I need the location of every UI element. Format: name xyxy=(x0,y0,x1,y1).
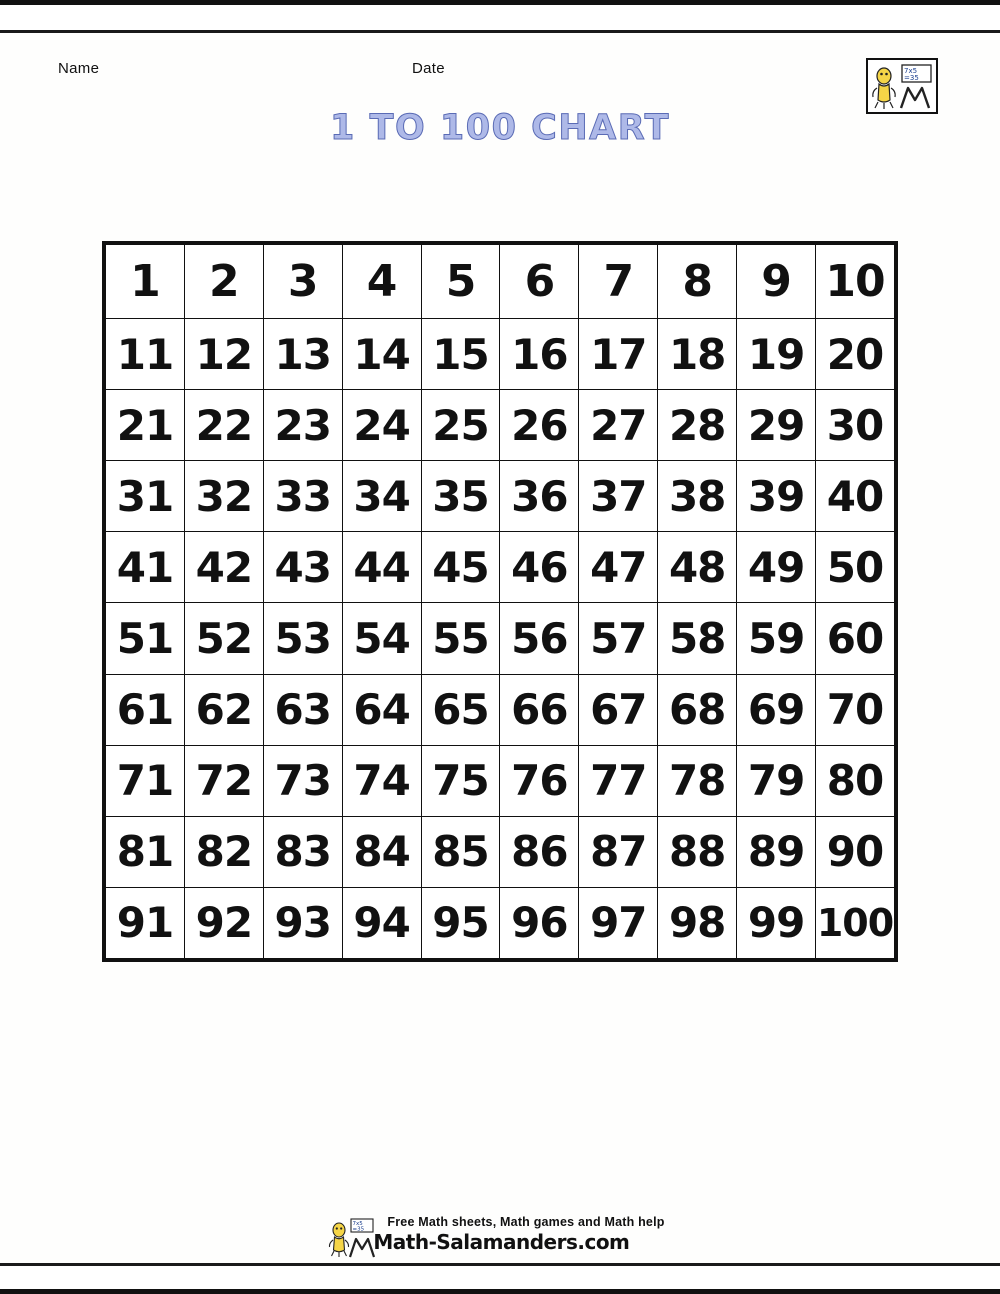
chart-cell: 76 xyxy=(500,745,579,816)
chart-cell: 87 xyxy=(579,816,658,887)
chart-cell: 71 xyxy=(106,745,185,816)
table-row xyxy=(106,245,895,319)
chart-cell: 21 xyxy=(106,390,185,461)
chart-cell: 62 xyxy=(184,674,263,745)
chart-cell: 73 xyxy=(263,745,342,816)
chart-cell: 49 xyxy=(737,532,816,603)
chart-cell: 64 xyxy=(342,674,421,745)
footer-tagline: Free Math sheets, Math games and Math help xyxy=(387,1215,665,1229)
chart-cell: 97 xyxy=(579,887,658,958)
chart-cell: 14 xyxy=(342,318,421,389)
chart-cell: 31 xyxy=(106,461,185,532)
chart-cell: 77 xyxy=(579,745,658,816)
chart-cell: 47 xyxy=(579,532,658,603)
chart-cell: 59 xyxy=(737,603,816,674)
chart-cell: 61 xyxy=(106,674,185,745)
chart-cell: 53 xyxy=(263,603,342,674)
chart-cell: 56 xyxy=(500,603,579,674)
chart-cell: 100 xyxy=(816,887,895,958)
chart-cell: 3 xyxy=(263,245,342,319)
chart-cell: 46 xyxy=(500,532,579,603)
chart-cell: 85 xyxy=(421,816,500,887)
chart-cell: 44 xyxy=(342,532,421,603)
chart-cell: 90 xyxy=(816,816,895,887)
chart-cell: 4 xyxy=(342,245,421,319)
math-salamanders-logo-icon xyxy=(325,1217,381,1259)
chart-cell: 24 xyxy=(342,390,421,461)
chart-cell: 18 xyxy=(658,318,737,389)
chart-cell: 66 xyxy=(500,674,579,745)
chart-cell: 70 xyxy=(816,674,895,745)
table-row xyxy=(106,816,895,887)
chart-cell: 16 xyxy=(500,318,579,389)
table-row xyxy=(106,532,895,603)
chart-cell: 68 xyxy=(658,674,737,745)
chart-cell: 57 xyxy=(579,603,658,674)
chart-cell: 74 xyxy=(342,745,421,816)
chart-cell: 99 xyxy=(737,887,816,958)
chart-cell: 6 xyxy=(500,245,579,319)
chart-cell: 50 xyxy=(816,532,895,603)
chart-cell: 58 xyxy=(658,603,737,674)
chart-cell: 92 xyxy=(184,887,263,958)
chart-cell: 78 xyxy=(658,745,737,816)
chart-cell: 72 xyxy=(184,745,263,816)
table-row xyxy=(106,318,895,389)
chart-cell: 48 xyxy=(658,532,737,603)
chart-cell: 86 xyxy=(500,816,579,887)
table-row xyxy=(106,674,895,745)
scan-edge-top xyxy=(0,0,1000,5)
chart-cell: 33 xyxy=(263,461,342,532)
scan-edge-bottom xyxy=(0,1289,1000,1294)
chart-cell: 12 xyxy=(184,318,263,389)
chart-cell: 41 xyxy=(106,532,185,603)
chart-cell: 96 xyxy=(500,887,579,958)
chart-cell: 22 xyxy=(184,390,263,461)
chart-cell: 35 xyxy=(421,461,500,532)
footer xyxy=(0,1215,1000,1254)
chart-cell: 17 xyxy=(579,318,658,389)
chart-cell: 69 xyxy=(737,674,816,745)
chart-cell: 89 xyxy=(737,816,816,887)
svg-text:=35: =35 xyxy=(904,74,919,82)
svg-text:=35: =35 xyxy=(352,1226,365,1233)
chart-cell: 45 xyxy=(421,532,500,603)
chart-cell: 39 xyxy=(737,461,816,532)
chart-cell: 11 xyxy=(106,318,185,389)
chart-cell: 43 xyxy=(263,532,342,603)
chart-cell: 54 xyxy=(342,603,421,674)
chart-cell: 19 xyxy=(737,318,816,389)
hundred-chart xyxy=(102,241,898,962)
scan-edge-bottom-secondary xyxy=(0,1263,1000,1266)
chart-cell: 2 xyxy=(184,245,263,319)
name-field-label: Name xyxy=(58,60,100,77)
chart-cell: 25 xyxy=(421,390,500,461)
chart-cell: 60 xyxy=(816,603,895,674)
chart-cell: 7 xyxy=(579,245,658,319)
chart-cell: 40 xyxy=(816,461,895,532)
svg-text:7x5: 7x5 xyxy=(352,1221,364,1227)
chart-cell: 93 xyxy=(263,887,342,958)
chart-cell: 67 xyxy=(579,674,658,745)
chart-cell: 37 xyxy=(579,461,658,532)
chart-cell: 75 xyxy=(421,745,500,816)
table-row xyxy=(106,887,895,958)
footer-site-name[interactable]: Math-Salamanders.com xyxy=(373,1230,630,1254)
chart-cell: 15 xyxy=(421,318,500,389)
chart-cell: 95 xyxy=(421,887,500,958)
page-title: 1 TO 100 CHART xyxy=(330,108,670,148)
chart-cell: 84 xyxy=(342,816,421,887)
chart-cell: 38 xyxy=(658,461,737,532)
chart-cell: 34 xyxy=(342,461,421,532)
chart-cell: 28 xyxy=(658,390,737,461)
chart-cell: 32 xyxy=(184,461,263,532)
chart-cell: 13 xyxy=(263,318,342,389)
chart-cell: 82 xyxy=(184,816,263,887)
chart-cell: 65 xyxy=(421,674,500,745)
chart-cell: 91 xyxy=(106,887,185,958)
table-row xyxy=(106,603,895,674)
chart-cell: 79 xyxy=(737,745,816,816)
table-row xyxy=(106,461,895,532)
chart-cell: 51 xyxy=(106,603,185,674)
chart-cell: 81 xyxy=(106,816,185,887)
chart-cell: 55 xyxy=(421,603,500,674)
chart-cell: 80 xyxy=(816,745,895,816)
chart-cell: 5 xyxy=(421,245,500,319)
table-row xyxy=(106,745,895,816)
chart-cell: 83 xyxy=(263,816,342,887)
chart-cell: 9 xyxy=(737,245,816,319)
chart-cell: 8 xyxy=(658,245,737,319)
chart-cell: 42 xyxy=(184,532,263,603)
chart-cell: 20 xyxy=(816,318,895,389)
chart-cell: 27 xyxy=(579,390,658,461)
svg-text:7x5: 7x5 xyxy=(904,67,918,75)
math-salamanders-logo-icon xyxy=(866,58,938,114)
chart-cell: 63 xyxy=(263,674,342,745)
chart-cell: 29 xyxy=(737,390,816,461)
chart-cell: 1 xyxy=(106,245,185,319)
chart-cell: 88 xyxy=(658,816,737,887)
table-row xyxy=(106,390,895,461)
chart-cell: 23 xyxy=(263,390,342,461)
date-field-label: Date xyxy=(412,60,445,77)
chart-cell: 36 xyxy=(500,461,579,532)
hundred-chart-table xyxy=(105,244,895,959)
chart-cell: 26 xyxy=(500,390,579,461)
chart-cell: 94 xyxy=(342,887,421,958)
chart-cell: 30 xyxy=(816,390,895,461)
chart-cell: 10 xyxy=(816,245,895,319)
chart-cell: 98 xyxy=(658,887,737,958)
chart-cell: 52 xyxy=(184,603,263,674)
